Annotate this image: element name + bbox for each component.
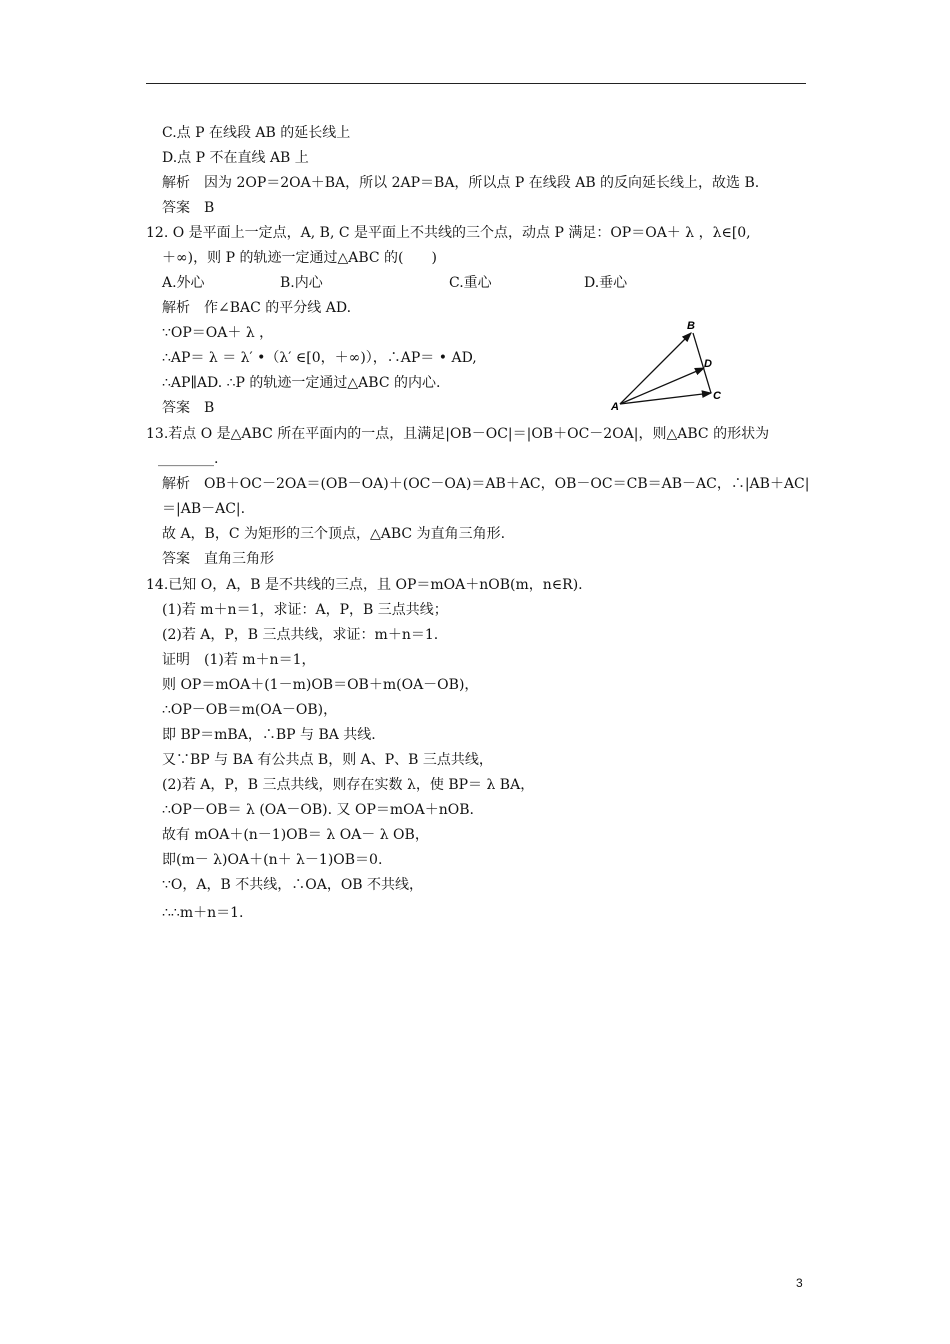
proof-14-line8: 故有 mOA＋(n－1)OB＝ λ OA－ λ OB， <box>162 827 429 843</box>
page-number: 3 <box>796 1276 803 1290</box>
proof-14-line9: 即(m－ λ)OA＋(n＋ λ－1)OB＝0. <box>162 852 383 868</box>
option-c: C.重心 <box>449 275 492 291</box>
question-13: 13.若点 O 是△ABC 所在平面内的一点，且满足|OB－OC|＝|OB＋OC－2OA|，则△ABC 的形状为 <box>146 426 770 442</box>
proof-14-line4: 即 BP＝mBA，∴BP 与 BA 共线. <box>162 727 376 743</box>
proof-14-line5: 又∵BP 与 BA 有公共点 B，则 A、P、B 三点共线， <box>162 752 493 768</box>
proof-14-line10: ∵O，A，B 不共线，∴OA，OB 不共线， <box>162 877 424 893</box>
question-14-part2: (2)若 A，P，B 三点共线，求证：m＋n＝1. <box>162 627 439 643</box>
question-14-part1: (1)若 m＋n＝1，求证：A，P，B 三点共线； <box>162 602 448 618</box>
triangle-figure <box>600 315 730 415</box>
analysis-11: 解析 因为 2OP＝2OA＋BA，所以 2AP＝BA，所以点 P 在线段 AB 的反向延长线上，故选 B. <box>162 175 760 191</box>
label-a: A <box>611 401 619 413</box>
label-d: D <box>704 358 712 370</box>
proof-14-line3: ∴OP－OB＝m(OA－OB)， <box>162 702 338 718</box>
question-12: 12. O 是平面上一定点，A, B, C 是平面上不共线的三个点，动点 P 满足：OP＝OA＋ λ ，λ∈[0, <box>146 225 751 241</box>
option-d: D.垂心 <box>584 275 628 291</box>
option-b: B.内心 <box>280 275 323 291</box>
proof-14-conclusion: ∴∴m＋n＝1. <box>162 905 244 921</box>
analysis-12: 解析 作∠BAC 的平分线 AD. <box>162 300 352 316</box>
analysis-12-line3: ∴AP＝ λ ＝ λ′ •（λ′ ∈[0，＋∞)），∴AP＝ • AD, <box>162 350 477 366</box>
proof-14-line6: (2)若 A，P，B 三点共线，则存在实数 λ，使 BP＝ λ BA， <box>162 777 535 793</box>
proof-14-line2: 则 OP＝mOA＋(1－m)OB＝OB＋m(OA－OB)， <box>162 677 479 693</box>
label-b: B <box>687 320 695 332</box>
question-14: 14.已知 O，A，B 是不共线的三点，且 OP＝mOA＋nOB(m，n∈R). <box>146 577 583 593</box>
analysis-13-line3: 故 A，B，C 为矩形的三个顶点，△ABC 为直角三角形. <box>162 526 506 542</box>
label-c: C <box>713 390 721 402</box>
question-13-blank: ________. <box>158 451 219 467</box>
header-rule <box>146 83 806 84</box>
option-d-line: D.点 P 不在直线 AB 上 <box>162 150 309 166</box>
question-12-cont: ＋∞)，则 P 的轨迹一定通过△ABC 的( ) <box>162 250 437 266</box>
analysis-13-line2: ＝|AB－AC|. <box>162 501 246 517</box>
option-c-line: C.点 P 在线段 AB 的延长线上 <box>162 125 351 141</box>
analysis-13: 解析 OB＋OC－2OA＝(OB－OA)＋(OC－OA)＝AB＋AC，OB－OC＝CB＝AB－AC，∴|AB＋AC| <box>162 476 810 492</box>
proof-14-line7: ∴OP－OB＝ λ (OA－OB). 又 OP＝mOA＋nOB. <box>162 802 474 818</box>
answer-12: 答案 B <box>162 400 215 416</box>
proof-14-line1: 证明 (1)若 m＋n＝1， <box>162 652 316 668</box>
answer-13: 答案 直角三角形 <box>162 551 274 567</box>
analysis-12-line2: ∵OP＝OA＋ λ ， <box>162 325 274 341</box>
vector-ab <box>620 333 691 404</box>
answer-11: 答案 B <box>162 200 215 216</box>
analysis-12-line4: ∴AP∥AD. ∴P 的轨迹一定通过△ABC 的内心. <box>162 375 441 391</box>
option-a: A.外心 <box>162 275 205 291</box>
